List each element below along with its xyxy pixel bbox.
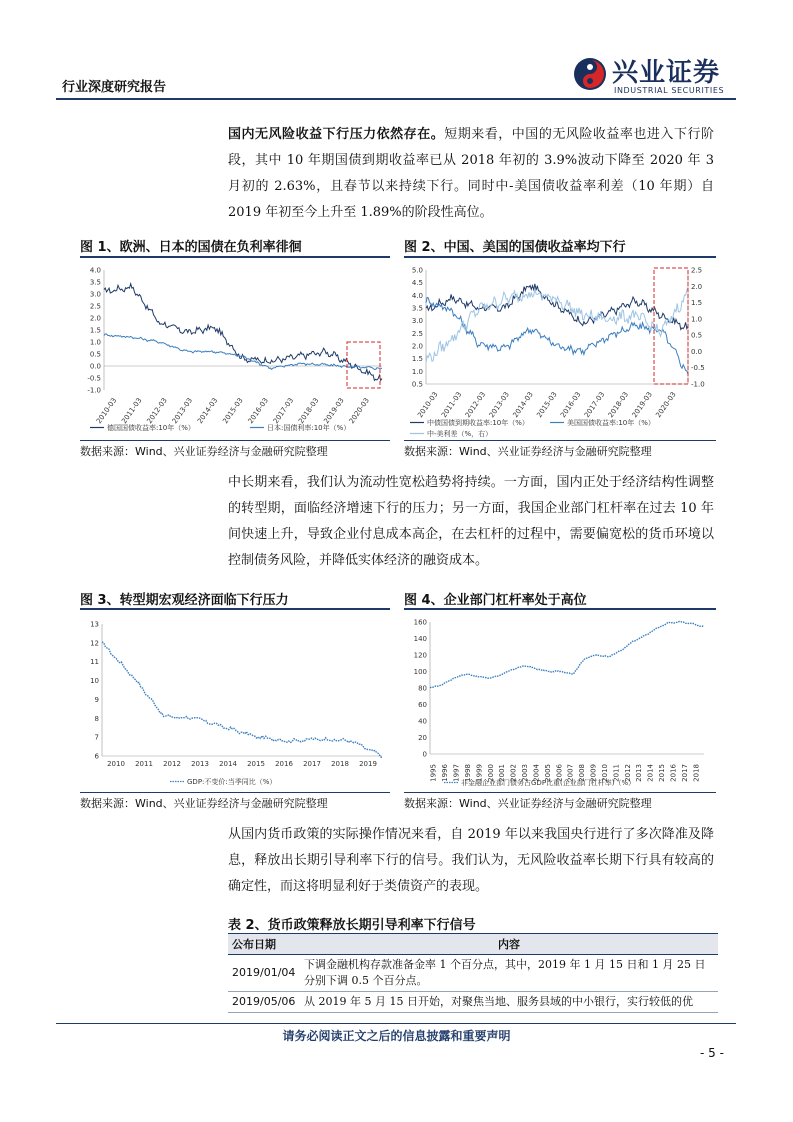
source-rule	[80, 440, 390, 441]
x-tick-label: 2013	[635, 764, 644, 782]
paragraph-long-term: 中长期来看，我们认为流动性宽松趋势将持续。一方面，国内正处于经济结构性调整的转型期，面临经济增速下行的压力；另一方面，我国企业部门杠杆率在过去 10 年间快速上升，导致企业付息成本高企，在去杠杆的过程中，需要偏宽松的货币环境以控制债务风险，并降低实体经济的融资成本。	[228, 475, 714, 568]
figure-2-source: 数据来源：Wind、兴业证券经济与金融研究院整理	[404, 445, 652, 458]
x-tick-label: 2008	[578, 764, 587, 782]
x-tick-label: 2012-03	[463, 390, 488, 420]
x-tick-label: 2016	[669, 764, 678, 782]
series-line	[426, 287, 688, 362]
x-tick-label: 2012-03	[145, 396, 169, 426]
paragraph-lead: 国内无风险收益下行压力依然存在。	[228, 127, 445, 142]
y-tick-label: 12	[90, 639, 99, 648]
x-tick-label: 2018	[331, 760, 349, 768]
x-tick-label: 2013-03	[170, 396, 195, 426]
x-tick-label: 2013	[191, 760, 209, 768]
legend-label: 中债国债到期收益率:10年（%）	[427, 419, 529, 427]
x-tick-label: 1995	[429, 764, 438, 782]
y-right-tick-label: 2.5	[691, 266, 703, 275]
y-tick-label: 5.0	[411, 266, 423, 275]
y-right-tick-label: -1.0	[691, 380, 705, 389]
y-tick-label: 40	[418, 717, 427, 726]
figure-3-title: 图 3、转型期宏观经济面临下行压力	[80, 593, 289, 608]
x-tick-label: 2020-03	[347, 396, 372, 426]
table-cell-content: 从 2019 年 5 月 15 日开始，对聚焦当地、服务县域的中小银行，实行较低的优	[300, 992, 718, 1013]
x-tick-label: 2019-03	[630, 390, 654, 420]
y-tick-label: 2.0	[89, 314, 101, 323]
y-tick-label: 3.5	[411, 304, 423, 313]
x-tick-label: 2017	[303, 760, 321, 768]
x-tick-label: 2015	[658, 764, 667, 782]
x-tick-label: 2017-03	[271, 396, 296, 426]
policy-table	[228, 933, 718, 1013]
legend-label: 非金融企业部门债务占GDP比重(企业部门杠杆率)（%）	[461, 779, 636, 787]
figure-4-source: 数据来源：Wind、兴业证券经济与金融研究院整理	[404, 797, 652, 810]
x-tick-label: 2004	[532, 764, 541, 782]
y-right-tick-label: 1.0	[691, 315, 703, 324]
x-tick-label: 2012	[163, 760, 181, 768]
report-type-label: 行业深度研究报告	[62, 80, 167, 95]
y-tick-label: -1.0	[87, 386, 101, 395]
y-tick-label: 1.5	[89, 326, 101, 335]
figure-2-title: 图 2、中国、美国的国债收益率均下行	[404, 240, 626, 255]
x-tick-label: 1999	[475, 764, 484, 782]
x-tick-label: 2009	[589, 764, 598, 782]
x-tick-label: 2001	[498, 764, 507, 782]
x-tick-label: 2014	[646, 764, 655, 782]
figure-2-rule	[404, 256, 716, 258]
highlight-box	[347, 342, 380, 388]
x-tick-label: 2016-03	[559, 390, 583, 420]
x-tick-label: 2010-03	[416, 390, 440, 420]
y-tick-label: 4.5	[411, 279, 423, 288]
y-tick-label: 100	[413, 668, 427, 676]
source-rule	[404, 792, 716, 793]
y-tick-label: 20	[418, 734, 427, 742]
y-right-tick-label: -0.5	[691, 364, 705, 373]
x-tick-label: 2011	[612, 764, 621, 782]
table-header-date: 公布日期	[228, 934, 300, 955]
x-tick-label: 2019-03	[322, 396, 346, 426]
figure-3-chart	[80, 614, 390, 790]
source-rule	[404, 440, 716, 441]
y-tick-label: 2.5	[411, 329, 423, 338]
y-tick-label: 160	[413, 618, 427, 627]
x-tick-label: 2003	[521, 764, 530, 782]
table-row	[228, 955, 718, 992]
paragraph-body: 短期来看，中国的无风险收益率也进入下行阶段，其中 10 年期国债到期收益率已从 2018 年初的 3.9%波动下降至 2020 年 3 月初的 2.63%，且春节以来持续下行。同时中-美国债收益率利差（10 年期）自 2019 年初至今上升至 1.89%的阶段性高位。	[228, 127, 714, 220]
x-tick-label: 2016-03	[246, 396, 270, 426]
figure-3-source: 数据来源：Wind、兴业证券经济与金融研究院整理	[80, 797, 328, 810]
x-tick-label: 1996	[441, 764, 450, 782]
x-tick-label: 2011-03	[120, 396, 144, 426]
figure-4-chart	[404, 614, 716, 790]
x-tick-label: 2014-03	[511, 390, 535, 420]
figure-4-title: 图 4、企业部门杠杆率处于高位	[404, 593, 587, 608]
x-tick-label: 1997	[452, 764, 461, 782]
y-right-tick-label: 0.0	[691, 347, 703, 356]
table-cell-date: 2019/01/04	[228, 955, 300, 992]
y-tick-label: 4.0	[411, 291, 423, 300]
x-tick-label: 2018-03	[297, 396, 321, 426]
x-tick-label: 2010	[600, 764, 609, 782]
x-tick-label: 2011-03	[440, 390, 464, 420]
legend-label: 美国国债收益率:10年（%）	[567, 419, 655, 427]
y-tick-label: 4.0	[89, 266, 101, 275]
y-tick-label: 0.5	[411, 380, 423, 389]
y-tick-label: 1.0	[89, 338, 101, 347]
x-tick-label: 2005	[543, 764, 552, 782]
header-rule	[56, 98, 736, 100]
y-tick-label: 11	[90, 658, 99, 667]
x-tick-label: 2010	[107, 760, 125, 768]
table-header-content: 内容	[300, 934, 718, 955]
x-tick-label: 2000	[486, 764, 495, 782]
table-cell-content: 下调金融机构存款准备金率 1 个百分点，其中，2019 年 1 月 15 日和 1 月 25 日分别下调 0.5 个百分点。	[300, 955, 718, 992]
y-tick-label: 60	[418, 701, 427, 709]
paragraph-monetary-policy: 从国内货币政策的实际操作情况来看，自 2019 年以来我国央行进行了多次降准及降息，释放出长期引导利率下行的信号。我们认为，无风险收益率长期下行具有较高的确定性，而这将明显利好于类债资产的表现。	[228, 827, 714, 894]
y-tick-label: 1.0	[411, 367, 423, 376]
logo-icon	[572, 56, 608, 92]
y-tick-label: 1.5	[411, 355, 423, 364]
figure-1-rule	[80, 256, 390, 258]
figure-1-chart	[80, 262, 390, 434]
series-line	[426, 298, 688, 375]
x-tick-label: 2016	[275, 760, 293, 768]
figure-3-rule	[80, 608, 390, 610]
legend-label: 德国国债收益率:10年（%）	[107, 424, 195, 432]
y-tick-label: 7	[94, 733, 99, 742]
y-right-tick-label: 2.0	[691, 282, 703, 291]
x-tick-label: 2012	[623, 764, 632, 782]
y-tick-label: -0.5	[87, 374, 101, 383]
x-tick-label: 2013-03	[487, 390, 512, 420]
x-tick-label: 2017	[680, 764, 689, 782]
footer-disclaimer: 请务必阅读正文之后的信息披露和重要声明	[282, 1029, 511, 1043]
table-row	[228, 992, 718, 1013]
y-tick-label: 2.0	[411, 342, 423, 351]
table-2-title: 表 2、货币政策释放长期引导利率下行信号	[228, 918, 476, 933]
source-rule	[80, 792, 390, 793]
figure-1-title: 图 1、欧洲、日本的国债在负利率徘徊	[80, 240, 302, 255]
y-tick-label: 6	[94, 752, 99, 761]
series-line	[430, 622, 704, 688]
y-tick-label: 140	[413, 635, 427, 643]
y-tick-label: 10	[90, 677, 99, 686]
x-tick-label: 1998	[463, 764, 472, 782]
x-tick-label: 2020-03	[654, 390, 678, 420]
x-tick-label: 2019	[359, 760, 377, 768]
series-line	[426, 284, 688, 330]
x-tick-label: 2007	[566, 764, 575, 782]
y-tick-label: 3.5	[89, 278, 101, 287]
logo-text-en: INDUSTRIAL SECURITIES	[614, 86, 725, 95]
series-line	[104, 334, 382, 370]
y-tick-label: 8	[94, 714, 99, 723]
paragraph-risk-free	[228, 122, 714, 226]
y-tick-label: 9	[94, 695, 99, 704]
figure-4-rule	[404, 608, 716, 610]
page-number: - 5 -	[700, 1046, 724, 1060]
x-tick-label: 2002	[509, 764, 518, 782]
y-tick-label: 3.0	[411, 317, 423, 326]
x-tick-label: 2015-03	[535, 390, 559, 420]
x-tick-label: 2014	[219, 760, 237, 768]
x-tick-label: 2018-03	[606, 390, 631, 420]
legend-label: GDP:不变价:当季同比（%）	[187, 778, 277, 786]
y-tick-label: 0.5	[89, 350, 101, 359]
x-tick-label: 2006	[555, 764, 564, 782]
x-tick-label: 2014-03	[196, 396, 220, 426]
y-tick-label: 0.0	[89, 362, 101, 371]
legend-label: 中-美利差（%，右）	[427, 430, 493, 438]
x-tick-label: 2018	[692, 764, 701, 782]
figure-2-chart	[404, 262, 716, 442]
y-tick-label: 120	[413, 651, 427, 660]
x-tick-label: 2010-03	[94, 396, 119, 426]
series-line	[102, 642, 382, 758]
y-tick-label: 0	[422, 750, 427, 759]
x-tick-label: 2015	[247, 760, 265, 768]
y-tick-label: 3.0	[89, 290, 101, 299]
y-right-tick-label: 1.5	[691, 299, 703, 308]
x-tick-label: 2017-03	[582, 390, 607, 420]
footer-rule	[56, 1023, 736, 1024]
logo-text-cn: 兴业证券	[612, 58, 721, 88]
y-tick-label: 13	[90, 620, 99, 629]
legend-label: 日本:国债利率:10年（%）	[267, 424, 351, 432]
x-tick-label: 2011	[135, 760, 153, 768]
y-tick-label: 2.5	[89, 302, 101, 311]
table-cell-date: 2019/05/06	[228, 992, 300, 1013]
y-right-tick-label: 0.5	[691, 331, 703, 340]
figure-1-source: 数据来源：Wind、兴业证券经济与金融研究院整理	[80, 445, 328, 458]
y-tick-label: 80	[418, 684, 427, 693]
x-tick-label: 2015-03	[221, 396, 245, 426]
